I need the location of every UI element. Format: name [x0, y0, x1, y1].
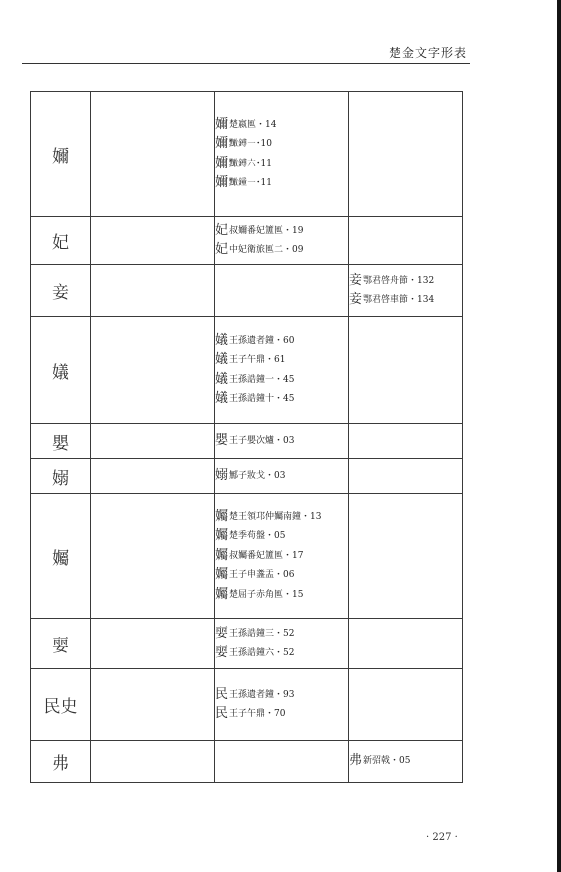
glyph-cell-c2: [215, 317, 349, 424]
table-row: [31, 459, 463, 494]
head-character: 嬭: [31, 92, 91, 217]
head-character: 妃: [31, 217, 91, 265]
glyph-cell-c2: [215, 92, 349, 217]
list-item: [215, 371, 348, 387]
list-item: [215, 138, 348, 151]
table-row: [31, 424, 463, 459]
source-citation: 鄂君啓車節・134: [363, 295, 435, 305]
glyph-icon: 婯: [215, 645, 229, 660]
glyph-icon: 弗: [349, 753, 363, 769]
glyph-cell-c1: [91, 494, 215, 619]
glyph-cell-c1: [91, 217, 215, 265]
head-character: 民史: [31, 669, 91, 741]
list-item: [215, 177, 348, 190]
glyph-icon: 孎: [215, 508, 229, 524]
glyph-cell-c1: [91, 741, 215, 783]
glyph-icon: 孎: [215, 547, 229, 563]
glyph-cell-c3: [349, 317, 463, 424]
source-citation: 新弨戟・05: [363, 756, 411, 767]
glyph-icon: 嬰: [215, 432, 229, 448]
header-rule: [22, 63, 470, 64]
list-item: [215, 467, 348, 483]
head-character: 弗: [31, 741, 91, 783]
list-item: [215, 547, 348, 563]
page-edge-shadow: [557, 0, 561, 872]
page-number: · 227 ·: [426, 832, 458, 843]
source-citation: 𪒠鐘一・11: [229, 178, 272, 188]
glyph-icon: 妃: [215, 222, 229, 238]
glyph-icon: 嬟: [215, 371, 229, 387]
glyph-icon: 孎: [215, 528, 229, 544]
source-citation: 鄦子妝戈・03: [229, 470, 286, 481]
glyph-cell-c3: [349, 459, 463, 494]
glyph-cell-c2: [215, 741, 349, 783]
glyph-cell-c3: [349, 265, 463, 317]
source-citation: 叔孎番妃簠匜・17: [229, 550, 304, 561]
glyph-cell-c3: [349, 741, 463, 783]
source-citation: 楚屈子赤角匜・15: [229, 589, 304, 600]
glyph-cell-c2: [215, 265, 349, 317]
glyph-cell-c1: [91, 92, 215, 217]
list-item: [215, 332, 348, 348]
head-character: 婯: [31, 619, 91, 669]
list-item: [215, 647, 348, 660]
source-citation: 𪒠鎛一・10: [229, 139, 272, 149]
list-item: [215, 354, 348, 367]
list-item: [215, 116, 348, 132]
glyph-cell-c2: [215, 669, 349, 741]
glyph-icon: 嬟: [215, 391, 229, 406]
glyph-icon: 嬭: [215, 175, 229, 190]
glyph-icon: 民: [215, 686, 229, 702]
glyph-cell-c3: [349, 494, 463, 619]
table-row: [31, 92, 463, 217]
list-item: [349, 272, 462, 288]
source-citation: 王孫遺者鐘・93: [229, 689, 295, 700]
glyph-icon: 婯: [215, 625, 229, 641]
source-citation: 鄂君啓舟節・132: [363, 275, 435, 286]
glyph-icon: 妾: [349, 292, 363, 307]
list-item: [215, 530, 348, 543]
source-citation: 中妃衛旅匜二・09: [229, 245, 304, 255]
source-citation: 楚嬴匜・14: [229, 119, 277, 130]
list-item: [215, 625, 348, 641]
list-item: [215, 508, 348, 524]
source-citation: 𪒠鎛六・11: [229, 158, 272, 169]
table-row: [31, 741, 463, 783]
list-item: [215, 569, 348, 582]
head-character: 嬰: [31, 424, 91, 459]
list-item: [215, 586, 348, 602]
glyph-icon: 孎: [215, 567, 229, 583]
glyph-icon: 嬭: [215, 116, 229, 132]
head-character: 妾: [31, 265, 91, 317]
table-row: [31, 619, 463, 669]
glyph-cell-c1: [91, 669, 215, 741]
source-citation: 叔嬭番妃簠匜・19: [229, 225, 304, 236]
glyph-cell-c1: [91, 265, 215, 317]
glyph-cell-c2: [215, 459, 349, 494]
glyph-cell-c3: [349, 424, 463, 459]
running-header: 楚金文字形表: [388, 46, 467, 60]
glyph-cell-c1: [91, 424, 215, 459]
glyph-cell-c2: [215, 424, 349, 459]
glyph-icon: 嬟: [215, 332, 229, 348]
glyph-cell-c3: [349, 669, 463, 741]
glyph-icon: 孎: [215, 586, 229, 602]
source-citation: 王孫誥鐘三・52: [229, 628, 295, 639]
glyph-cell-c3: [349, 619, 463, 669]
glyph-cell-c1: [91, 317, 215, 424]
glyph-icon: 嬭: [215, 136, 229, 151]
list-item: [215, 222, 348, 238]
source-citation: 王子嬰次爐・03: [229, 435, 295, 446]
glyph-cell-c2: [215, 619, 349, 669]
list-item: [215, 393, 348, 406]
glyph-icon: 民: [215, 706, 229, 721]
source-citation: 楚季苟盤・05: [229, 531, 286, 542]
source-citation: 王孫誥鐘六・52: [229, 648, 295, 658]
glyph-cell-c1: [91, 619, 215, 669]
head-character: 嫋: [31, 459, 91, 494]
table-row: [31, 669, 463, 741]
glyph-icon: 妃: [215, 242, 229, 257]
source-citation: 王子申盞盂・06: [229, 570, 295, 581]
source-citation: 王孫遺者鐘・60: [229, 335, 295, 346]
source-citation: 王子午鼎・70: [229, 709, 286, 719]
list-item: [215, 708, 348, 721]
glyph-cell-c1: [91, 459, 215, 494]
glyph-cell-c3: [349, 92, 463, 217]
glyph-cell-c2: [215, 494, 349, 619]
source-citation: 王孫誥鐘十・45: [229, 394, 295, 404]
list-item: [349, 294, 462, 307]
source-citation: 楚王領邛仲孎南鐘・13: [229, 511, 322, 522]
list-item: [215, 686, 348, 702]
table-row: [31, 317, 463, 424]
table-row: [31, 265, 463, 317]
glyph-icon: 嬭: [215, 155, 229, 171]
glyph-cell-c2: [215, 217, 349, 265]
source-citation: 王子午鼎・61: [229, 355, 286, 365]
list-item: [215, 432, 348, 448]
glyph-cell-c3: [349, 217, 463, 265]
list-item: [215, 155, 348, 171]
list-item: [349, 755, 462, 768]
glyph-icon: 嬟: [215, 352, 229, 367]
head-character: 嬟: [31, 317, 91, 424]
glyph-table: [30, 91, 463, 783]
source-citation: 王孫誥鐘一・45: [229, 374, 295, 385]
list-item: [215, 244, 348, 257]
table-row: [31, 217, 463, 265]
head-character: 孎: [31, 494, 91, 619]
table-row: [31, 494, 463, 619]
glyph-icon: 妾: [349, 272, 363, 288]
glyph-icon: 嫋: [215, 467, 229, 483]
